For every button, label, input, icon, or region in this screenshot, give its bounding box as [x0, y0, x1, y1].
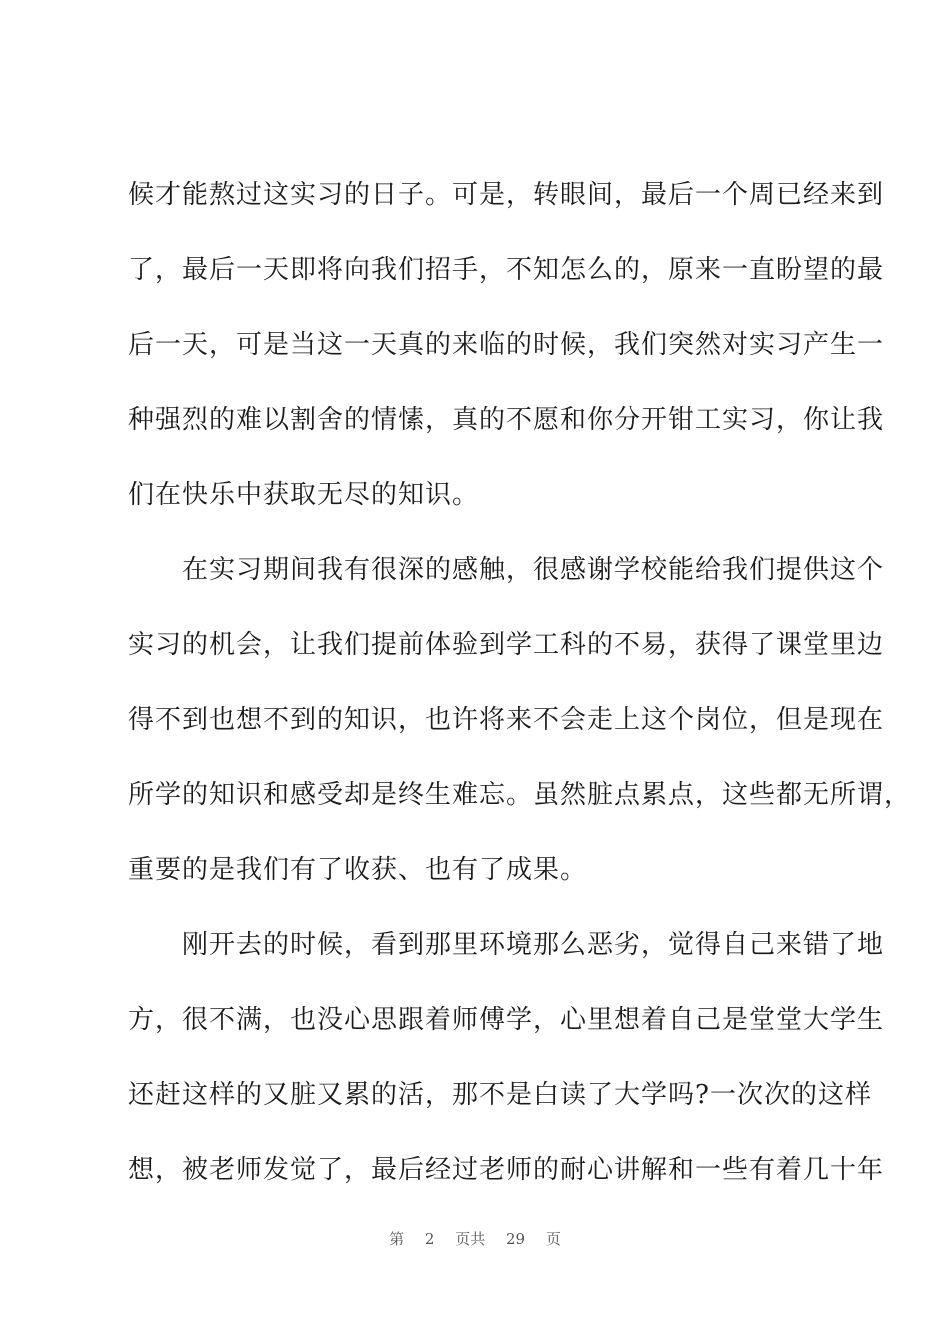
footer-total-pages: 29: [506, 1230, 526, 1248]
text-line: 方，很不满，也没心思跟着师傅学，心里想着自己是堂堂大学生: [128, 1005, 885, 1035]
text-line: 候才能熬过这实习的日子。可是，转眼间，最后一个周已经来到: [128, 180, 885, 210]
text-line: 种强烈的难以割舍的情愫，真的不愿和你分开钳工实习，你让我: [128, 405, 885, 435]
footer-middle: 页共: [455, 1230, 486, 1248]
text-line: 刚开去的时候，看到那里环境那么恶劣，觉得自己来错了地: [128, 930, 885, 960]
footer-suffix: 页: [545, 1230, 561, 1248]
footer-prefix: 第: [389, 1230, 405, 1248]
text-line: 得不到也想不到的知识，也许将来不会走上这个岗位，但是现在: [128, 705, 885, 735]
text-line: 重要的是我们有了收获、也有了成果。: [128, 855, 588, 885]
text-line: 们在快乐中获取无尽的知识。: [128, 480, 480, 510]
text-line: 想，被老师发觉了，最后经过老师的耐心讲解和一些有着几十年: [128, 1155, 885, 1185]
text-line: 后一天，可是当这一天真的来临的时候，我们突然对实习产生一: [128, 330, 885, 360]
text-line: 在实习期间我有很深的感触，很感谢学校能给我们提供这个: [128, 555, 885, 585]
text-line: 还赶这样的又脏又累的活，那不是白读了大学吗?一次次的这样: [128, 1080, 872, 1110]
footer-page-number: 2: [424, 1230, 435, 1248]
body-text: [128, 172, 912, 1222]
page-footer: [0, 1228, 950, 1249]
text-line: 实习的机会，让我们提前体验到学工科的不易，获得了课堂里边: [128, 630, 885, 660]
text-line: 所学的知识和感受却是终生难忘。虽然脏点累点，这些都无所谓，: [128, 780, 912, 810]
text-line: 了，最后一天即将向我们招手，不知怎么的，原来一直盼望的最: [128, 255, 885, 285]
